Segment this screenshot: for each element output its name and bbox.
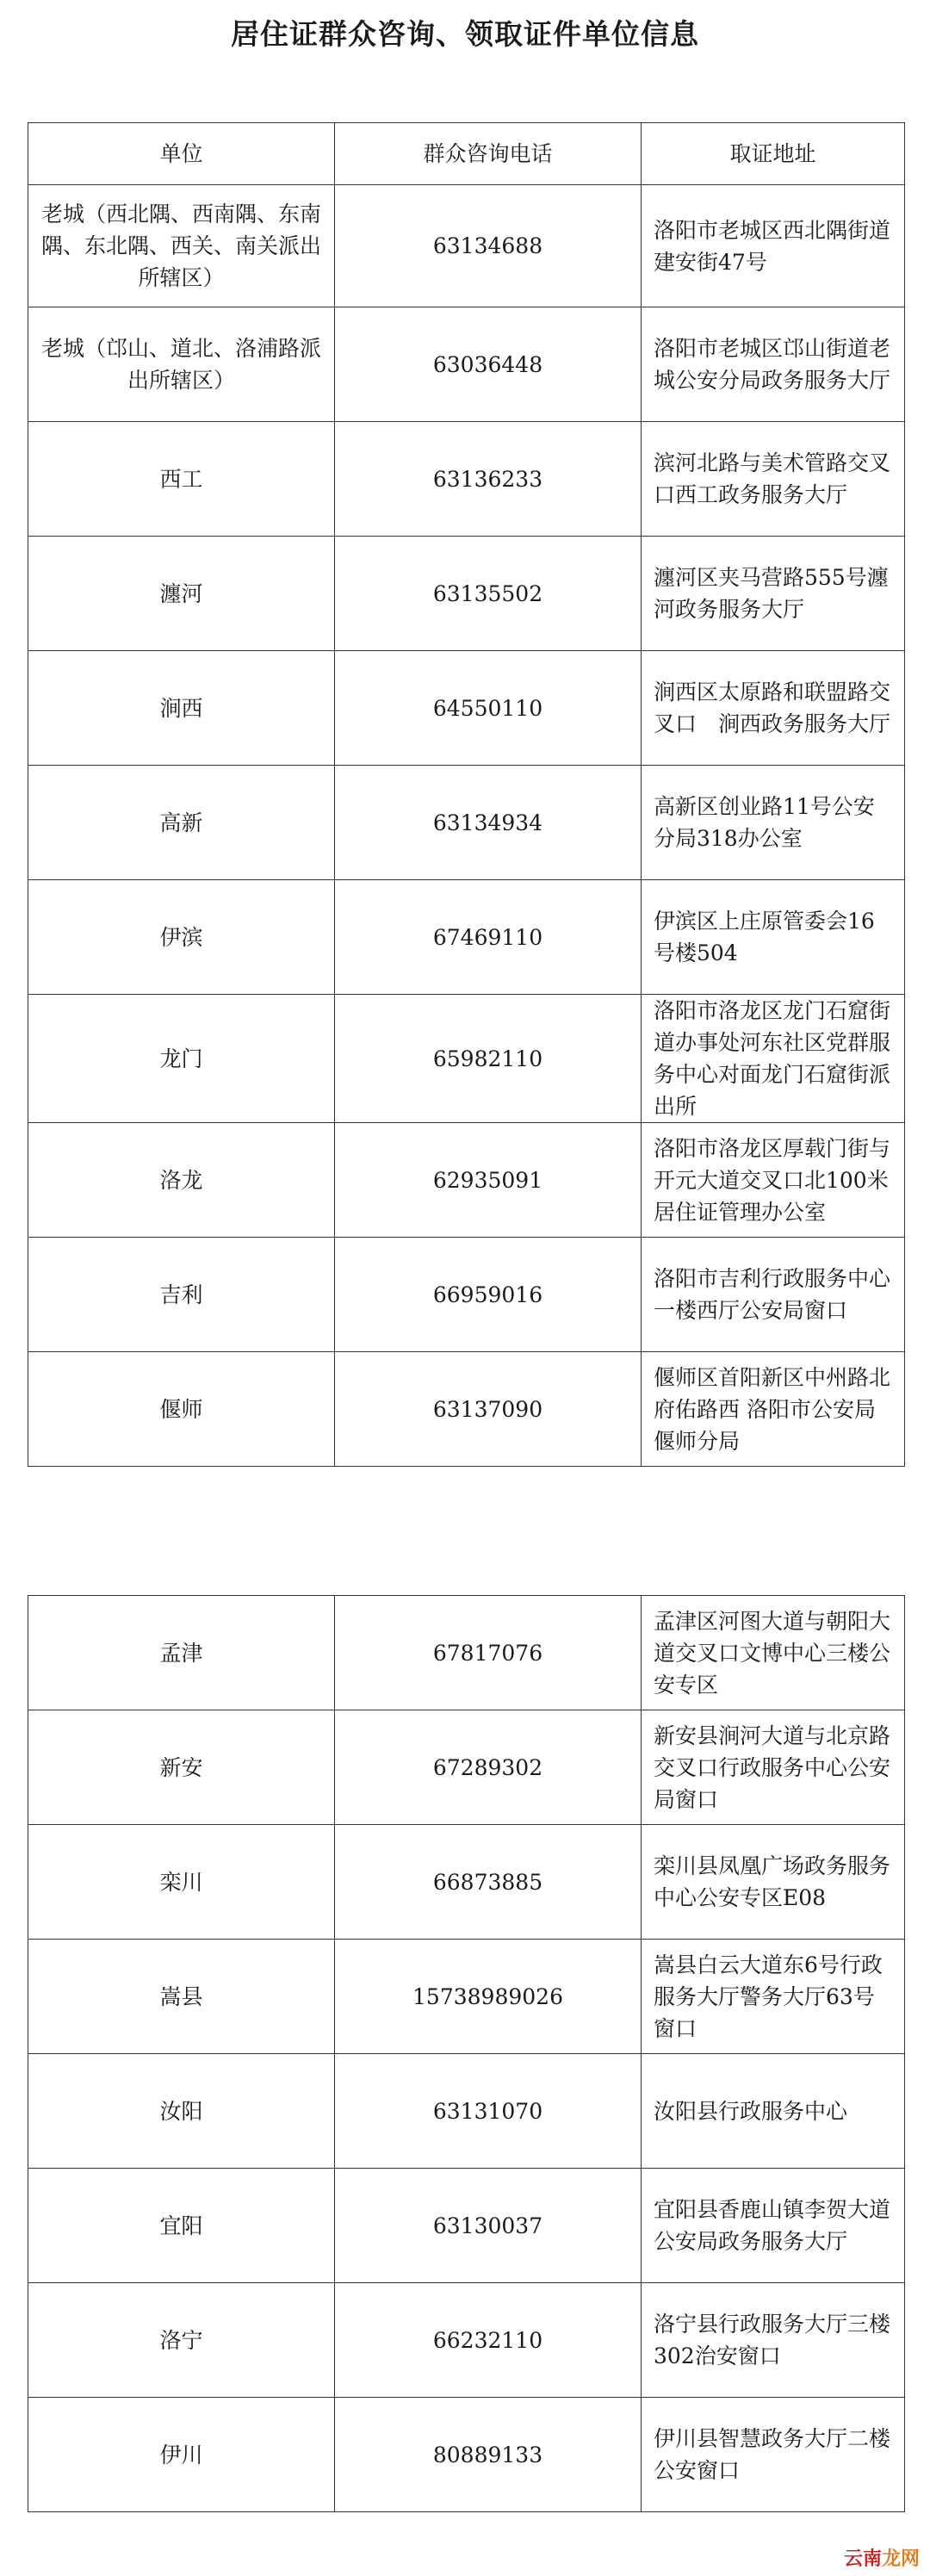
- unit-cell: 瀍河: [28, 537, 335, 651]
- phone-cell: 63137090: [335, 1352, 642, 1467]
- phone-cell: 63134688: [335, 185, 642, 307]
- table-row: [28, 1352, 905, 1467]
- unit-cell: 新安: [28, 1710, 335, 1825]
- phone-cell: 67289302: [335, 1710, 642, 1825]
- address-cell: 新安县涧河大道与北京路交叉口行政服务中心公安局窗口: [642, 1710, 905, 1825]
- address-cell: 洛阳市吉利行政服务中心一楼西厅公安局窗口: [642, 1238, 905, 1352]
- phone-cell: 64550110: [335, 651, 642, 766]
- phone-cell: 63036448: [335, 307, 642, 422]
- unit-cell: 汝阳: [28, 2054, 335, 2169]
- phone-cell: 67469110: [335, 880, 642, 995]
- watermark-text-2: 龙网: [881, 2548, 920, 2570]
- unit-cell: 偃师: [28, 1352, 335, 1467]
- phone-cell: 66959016: [335, 1238, 642, 1352]
- table-row: [28, 307, 905, 422]
- unit-cell: 龙门: [28, 995, 335, 1123]
- unit-cell: 涧西: [28, 651, 335, 766]
- phone-cell: 67817076: [335, 1596, 642, 1710]
- address-column-header: 取证地址: [642, 123, 905, 185]
- table-row: [28, 1596, 905, 1710]
- unit-cell: 西工: [28, 422, 335, 537]
- address-cell: 伊滨区上庄原管委会16号楼504: [642, 880, 905, 995]
- address-cell: 孟津区河图大道与朝阳大道交叉口文博中心三楼公安专区: [642, 1596, 905, 1710]
- phone-cell: 63131070: [335, 2054, 642, 2169]
- unit-cell: 栾川: [28, 1825, 335, 1940]
- table-row: [28, 2054, 905, 2169]
- phone-column-header: 群众咨询电话: [335, 123, 642, 185]
- unit-cell: 洛宁: [28, 2283, 335, 2398]
- address-cell: 洛阳市洛龙区厚载门街与开元大道交叉口北100米居住证管理办公室: [642, 1123, 905, 1238]
- address-cell: 洛阳市洛龙区龙门石窟街道办事处河东社区党群服务中心对面龙门石窟街派出所: [642, 995, 905, 1123]
- info-table-part-1: [28, 122, 905, 1467]
- table-row: [28, 2283, 905, 2398]
- address-cell: 宜阳县香鹿山镇李贺大道公安局政务服务大厅: [642, 2169, 905, 2283]
- address-cell: 栾川县凤凰广场政务服务中心公安专区E08: [642, 1825, 905, 1940]
- phone-cell: 65982110: [335, 995, 642, 1123]
- phone-cell: 15738989026: [335, 1940, 642, 2054]
- phone-cell: 63135502: [335, 537, 642, 651]
- info-table-part-2: [28, 1595, 905, 2512]
- phone-cell: 63136233: [335, 422, 642, 537]
- table-header-row: [28, 123, 905, 185]
- address-cell: 洛阳市老城区西北隅街道建安街47号: [642, 185, 905, 307]
- table-row: [28, 422, 905, 537]
- unit-cell: 伊滨: [28, 880, 335, 995]
- address-cell: 涧西区太原路和联盟路交叉口 涧西政务服务大厅: [642, 651, 905, 766]
- unit-column-header: 单位: [28, 123, 335, 185]
- unit-cell: 嵩县: [28, 1940, 335, 2054]
- address-cell: 偃师区首阳新区中州路北府佑路西 洛阳市公安局偃师分局: [642, 1352, 905, 1467]
- table-row: [28, 2169, 905, 2283]
- table-row: [28, 995, 905, 1123]
- phone-cell: 62935091: [335, 1123, 642, 1238]
- phone-cell: 66873885: [335, 1825, 642, 1940]
- table-row: [28, 1238, 905, 1352]
- table-row: [28, 880, 905, 995]
- address-cell: 滨河北路与美术管路交叉口西工政务服务大厅: [642, 422, 905, 537]
- watermark-text-1: 云南: [843, 2548, 882, 2570]
- phone-cell: 80889133: [335, 2398, 642, 2512]
- unit-cell: 宜阳: [28, 2169, 335, 2283]
- unit-cell: 洛龙: [28, 1123, 335, 1238]
- address-cell: 伊川县智慧政务大厅二楼公安窗口: [642, 2398, 905, 2512]
- table-row: [28, 651, 905, 766]
- page-title: 居住证群众咨询、领取证件单位信息: [231, 17, 699, 51]
- table-row: [28, 1710, 905, 1825]
- table-row: [28, 1123, 905, 1238]
- unit-cell: 吉利: [28, 1238, 335, 1352]
- unit-cell: 孟津: [28, 1596, 335, 1710]
- address-cell: 汝阳县行政服务中心: [642, 2054, 905, 2169]
- unit-cell: 老城（邙山、道北、洛浦路派出所辖区）: [28, 307, 335, 422]
- address-cell: 瀍河区夹马营路555号瀍河政务服务大厅: [642, 537, 905, 651]
- unit-cell: 高新: [28, 766, 335, 880]
- table-row: [28, 1940, 905, 2054]
- address-cell: 洛阳市老城区邙山街道老城公安分局政务服务大厅: [642, 307, 905, 422]
- address-cell: 高新区创业路11号公安分局318办公室: [642, 766, 905, 880]
- table-row: [28, 185, 905, 307]
- address-cell: 洛宁县行政服务大厅三楼302治安窗口: [642, 2283, 905, 2398]
- table-row: [28, 766, 905, 880]
- unit-cell: 老城（西北隅、西南隅、东南隅、东北隅、西关、南关派出所辖区）: [28, 185, 335, 307]
- address-cell: 嵩县白云大道东6号行政服务大厅警务大厅63号窗口: [642, 1940, 905, 2054]
- phone-cell: 63134934: [335, 766, 642, 880]
- table-row: [28, 1825, 905, 1940]
- table-row: [28, 537, 905, 651]
- phone-cell: 66232110: [335, 2283, 642, 2398]
- unit-cell: 伊川: [28, 2398, 335, 2512]
- watermark-logo: [844, 2544, 920, 2571]
- table-row: [28, 2398, 905, 2512]
- phone-cell: 63130037: [335, 2169, 642, 2283]
